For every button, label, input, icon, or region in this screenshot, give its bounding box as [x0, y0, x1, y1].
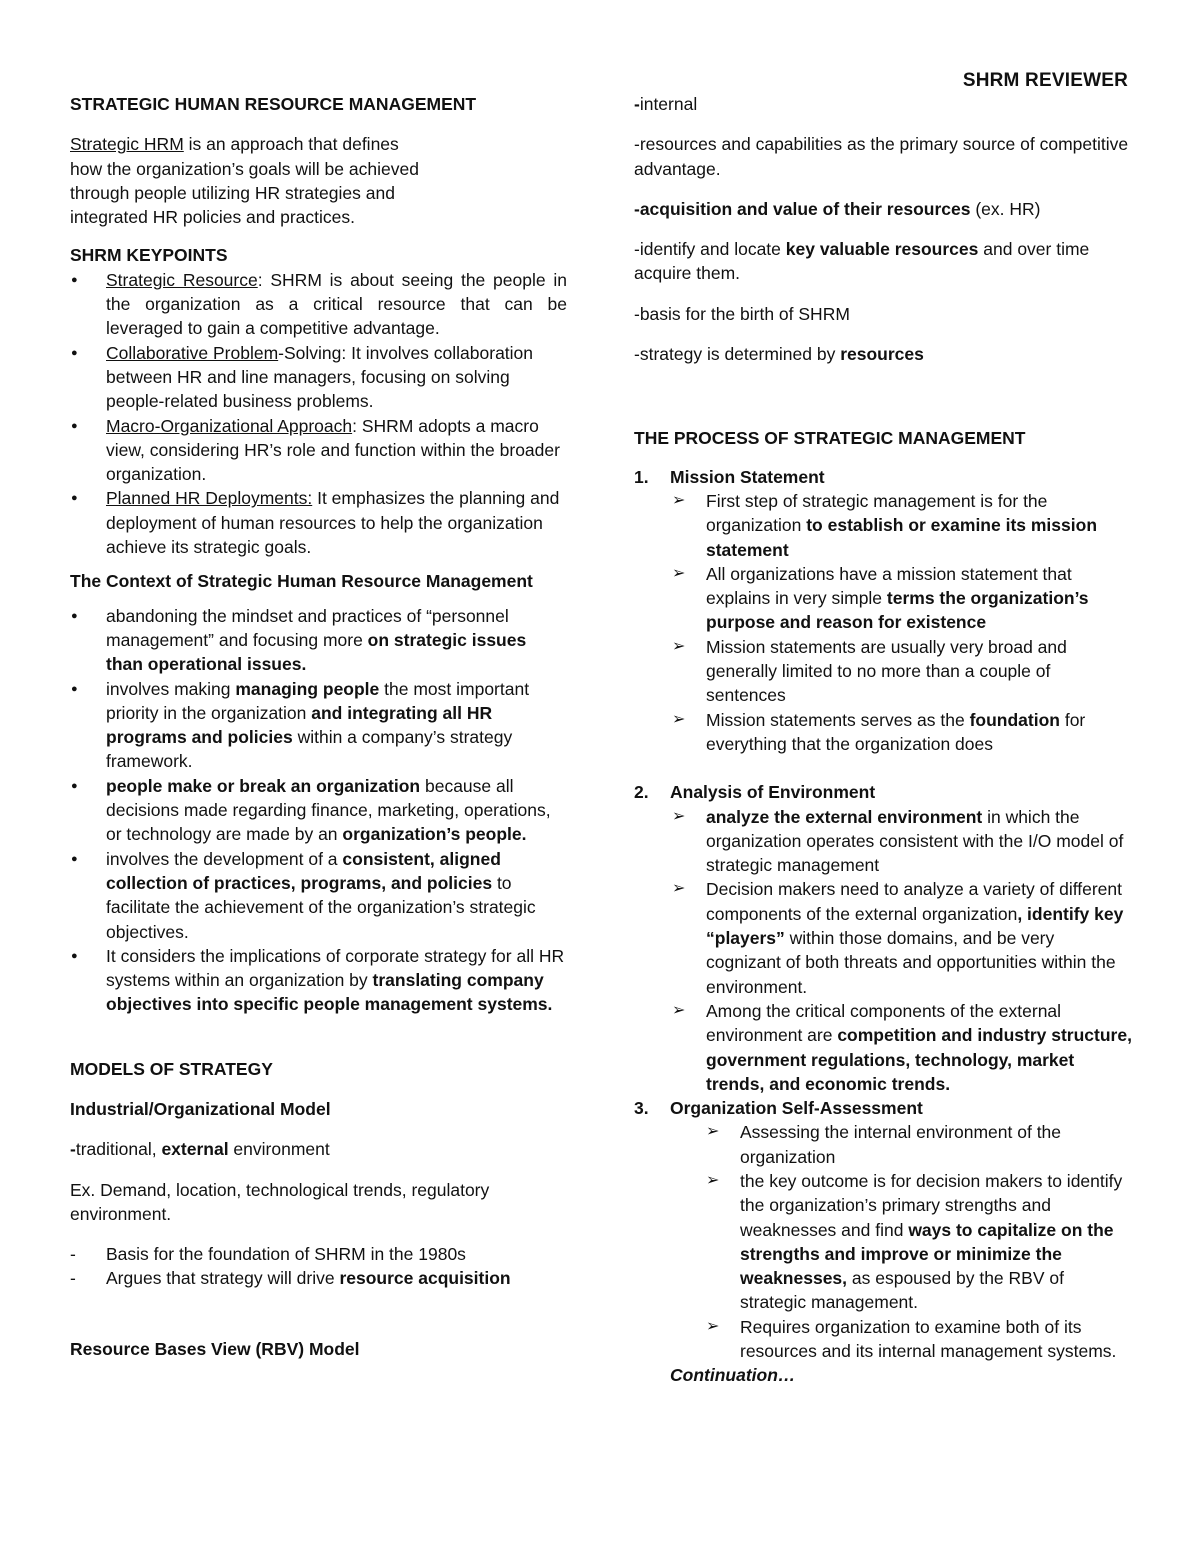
- list-item: ➢ Decision makers need to analyze a variety of different components of the external organization, identify key “players” within those domains, and be very cognizant of both threats and opportunities within the environment.: [672, 879, 1124, 997]
- rbv-model-title: Resource Bases View (RBV) Model: [70, 1338, 360, 1359]
- arrow-bullet-icon: ➢: [672, 564, 686, 582]
- list-item: ➢ Among the critical components of the external environment are competition and industry structure, government regulations, technology, market trends, and economic trends.: [672, 1000, 1132, 1094]
- keypoints-list: [70, 268, 567, 560]
- rbv-line: -resources and capabilities as the primary source of competitive advantage.: [634, 134, 1129, 179]
- document-header: SHRM REVIEWER: [962, 70, 1128, 91]
- list-item: ➢ Requires organization to examine both of its resources and its internal management systems.: [706, 1316, 1117, 1362]
- step-analysis-of-environment: 2. Analysis of Environment: [634, 782, 876, 803]
- list-item: ● Collaborative Problem-Solving: It involves collaboration between HR and line managers, focusing on solving people-related business problems.: [70, 341, 567, 414]
- list-item: ➢ All organizations have a mission statement that explains in very simple terms the organization’s purpose and reason for existence: [672, 563, 1089, 633]
- list-item: ➢ Assessing the internal environment of the organization: [706, 1122, 1062, 1167]
- arrow-bullet-icon: ➢: [672, 491, 686, 509]
- arrow-bullet-icon: ➢: [672, 807, 686, 825]
- section-title-shrm: STRATEGIC HUMAN RESOURCE MANAGEMENT: [70, 94, 477, 114]
- list-item: ● Strategic Resource: SHRM is about seeing the people in the organization as a critical resource that can be leveraged to gain a competitive advantage.: [70, 268, 567, 341]
- models-title: MODELS OF STRATEGY: [70, 1058, 273, 1079]
- step-mission-statement: 1. Mission Statement: [634, 466, 825, 487]
- rbv-line: -strategy is determined by resources: [634, 344, 924, 365]
- rbv-line: -acquisition and value of their resources (ex. HR): [634, 198, 1041, 219]
- list-item: ➢ the key outcome is for decision makers to identify the organization’s primary strengths and weaknesses and find ways to capitalize on the strengths and improve or minimize the weaknesses, as espoused by the RBV of strategic management.: [706, 1170, 1123, 1313]
- arrow-bullet-icon: ➢: [672, 710, 686, 728]
- list-item: ● Planned HR Deployments: It emphasizes the planning and deployment of human resources to help the organization achieve its strategic goals.: [70, 486, 567, 559]
- list-item: ● It considers the implications of corporate strategy for all HR systems within an organization by translating company objectives into specific people management systems.: [70, 944, 567, 1017]
- arrow-bullet-icon: ➢: [672, 880, 686, 898]
- list-item: ➢ Mission statements serves as the foundation for everything that the organization does: [672, 709, 1086, 754]
- list-item: - Argues that strategy will drive resource acquisition: [70, 1268, 511, 1289]
- arrow-bullet-icon: ➢: [706, 1317, 720, 1335]
- rbv-line: -basis for the birth of SHRM: [634, 303, 850, 324]
- context-title: The Context of Strategic Human Resource Management: [70, 571, 533, 592]
- step-organization-self-assessment: 3. Organization Self-Assessment: [634, 1098, 923, 1119]
- arrow-bullet-icon: ➢: [706, 1171, 720, 1189]
- list-item: ● people make or break an organization because all decisions made regarding finance, marketing, operations, or technology are made by an organization’s people.: [70, 774, 567, 847]
- list-item: ● abandoning the mindset and practices of “personnel management” and focusing more on strategic issues than operational issues.: [70, 604, 567, 677]
- intro-term: Strategic HRM: [70, 134, 184, 155]
- left-column: [70, 92, 567, 1361]
- list-item: ➢ Mission statements are usually very broad and generally limited to no more than a couple of sentences: [672, 636, 1067, 706]
- list-item: ➢ First step of strategic management is for the organization to establish or examine its mission statement: [672, 490, 1098, 560]
- list-item: ➢ analyze the external environment in which the organization operates consistent with the I/O model of strategic management: [672, 806, 1124, 876]
- list-item: - Basis for the foundation of SHRM in the 1980s: [70, 1244, 466, 1265]
- arrow-bullet-icon: ➢: [672, 637, 686, 655]
- context-list: [70, 604, 567, 1017]
- list-item: ● Macro-Organizational Approach: SHRM adopts a macro view, considering HR’s role and function within the broader organization.: [70, 414, 567, 487]
- continuation-text: Continuation…: [670, 1365, 796, 1386]
- io-model-line: -traditional, external environment: [70, 1139, 330, 1160]
- rbv-line: -identify and locate key valuable resources and over time acquire them.: [634, 239, 1090, 284]
- io-model-title: Industrial/Organizational Model: [70, 1098, 331, 1119]
- list-item: ● involves the development of a consistent, aligned collection of practices, programs, and policies to facilitate the achievement of the organization’s strategic objectives.: [70, 847, 567, 944]
- list-item: ● involves making managing people the most important priority in the organization and integrating all HR programs and policies within a company’s strategy framework.: [70, 677, 567, 774]
- right-column: [634, 92, 1134, 1388]
- intro-paragraph: Strategic HRM is an approach that defines how the organization’s goals will be achieved through people utilizing HR strategies and integrated HR policies and practices.: [70, 134, 419, 228]
- arrow-bullet-icon: ➢: [706, 1123, 720, 1141]
- io-model-example: Ex. Demand, location, technological trends, regulatory environment.: [70, 1179, 490, 1224]
- arrow-bullet-icon: ➢: [672, 1001, 686, 1019]
- keypoints-title: SHRM KEYPOINTS: [70, 245, 228, 266]
- process-title: THE PROCESS OF STRATEGIC MANAGEMENT: [634, 428, 1026, 449]
- rbv-line: -internal: [634, 94, 698, 114]
